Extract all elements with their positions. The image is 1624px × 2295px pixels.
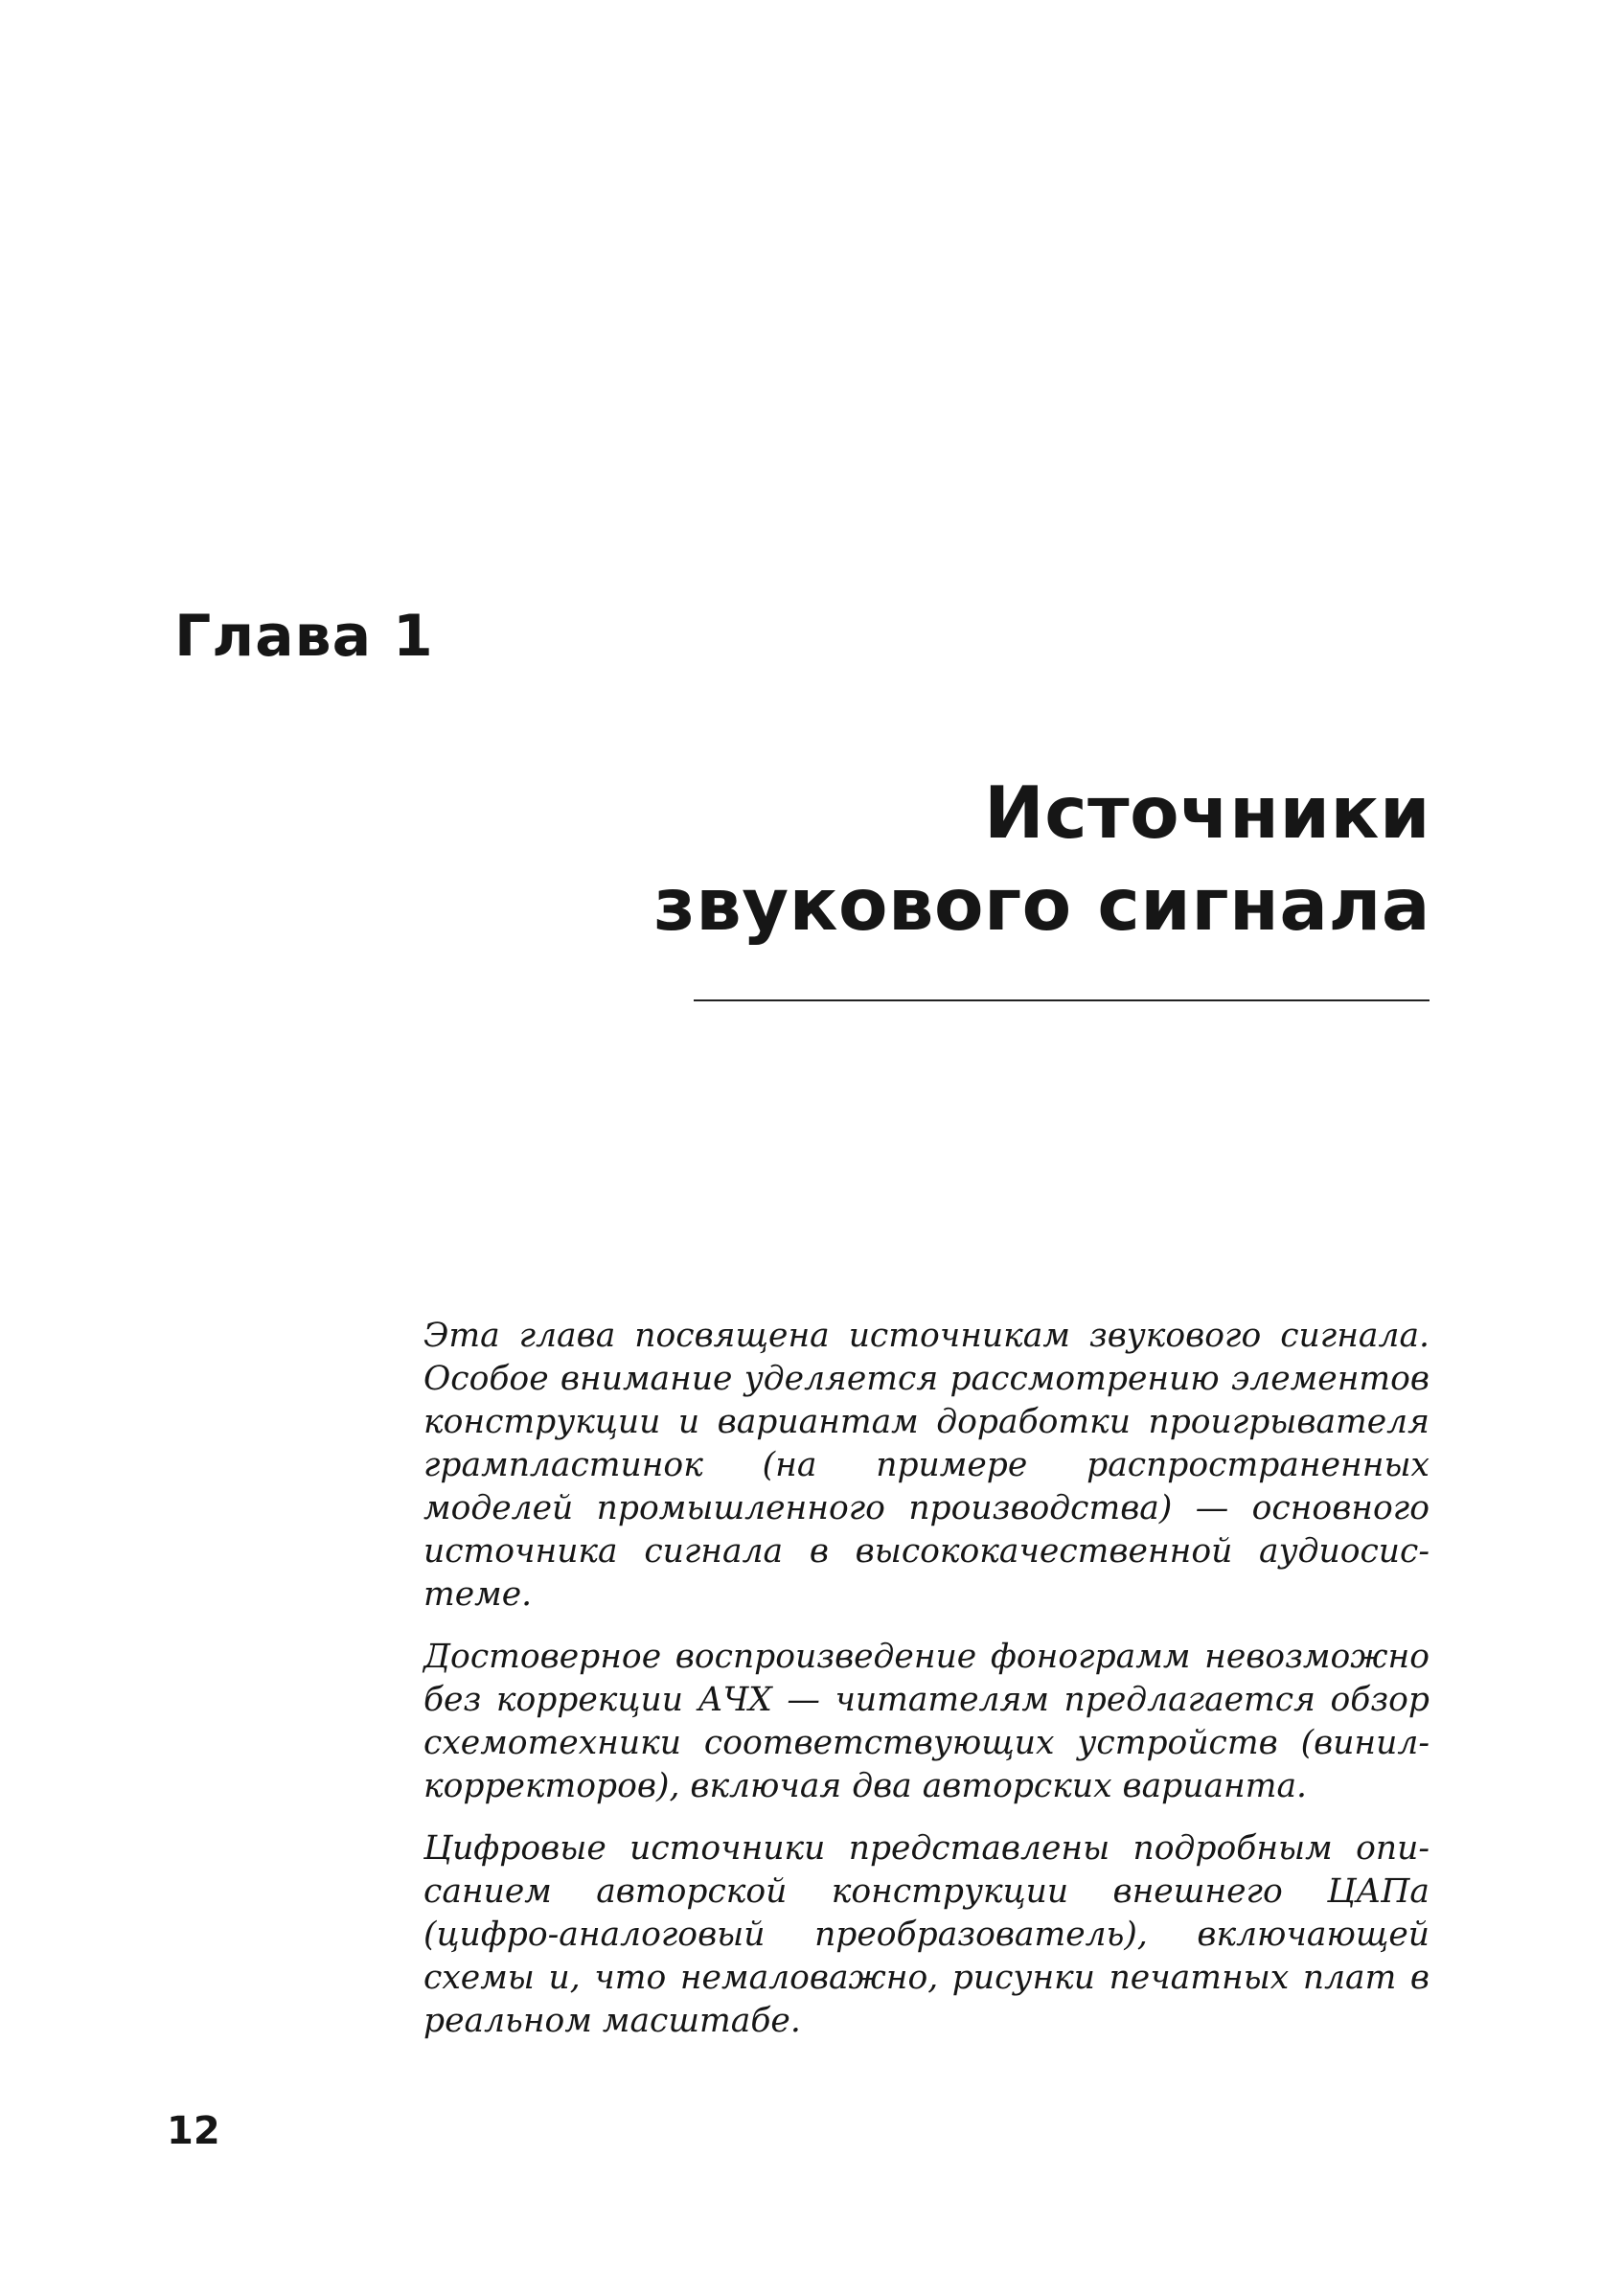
chapter-label: Глава 1 (174, 603, 434, 670)
page-number: 12 (167, 2109, 220, 2153)
chapter-title-line: Источники (983, 770, 1430, 855)
chapter-intro (423, 1315, 1430, 2062)
intro-paragraph: Цифровые источники представлены подробным описанием авторской конструкции внешнего ЦАПа (цифро-аналоговый преобразователь), включающей схемы и, что немаловажно, рисунки печатных плат в реальном масштабе. (423, 1829, 1430, 2040)
intro-paragraph: Эта глава посвящена источникам звукового сигнала. Особое внимание уделяется рассмотрению элементов конструкции и вариантам доработки проигрывателя грампластинок (на примере распространенных моделей промышленного производства) — основного источника сигнала в высококачественной аудиосистеме. (423, 1317, 1430, 1614)
chapter-title (653, 767, 1430, 951)
title-underline-divider (694, 999, 1430, 1001)
chapter-title-line: звукового сигнала (653, 862, 1430, 947)
intro-paragraph: Достоверное воспроизведение фонограмм невозможно без коррекции АЧХ — читателям предлагается обзор схемотехники соответствующих устройств (винил-корректоров), включая два авторских варианта. (423, 1638, 1430, 1805)
